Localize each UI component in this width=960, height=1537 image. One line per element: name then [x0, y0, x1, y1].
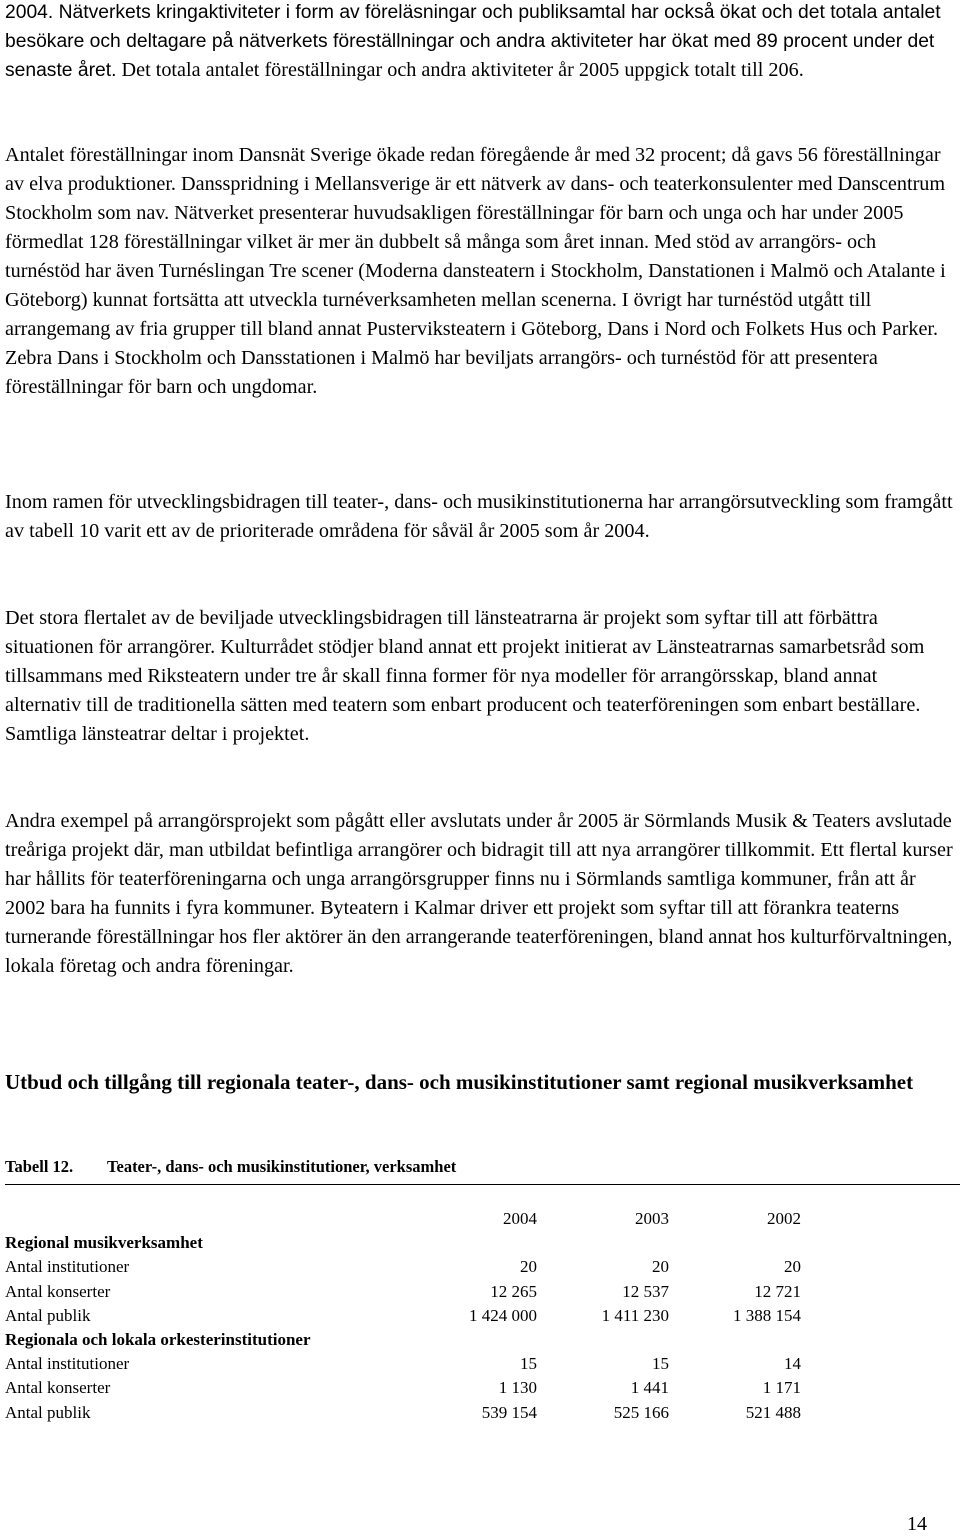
table-row: [5, 1352, 801, 1376]
year-header: 2002: [767, 1209, 801, 1228]
paragraph-5: [5, 807, 953, 981]
table-section-row: [5, 1231, 801, 1255]
row-label: Antal konserter: [5, 1378, 111, 1398]
row-label: Antal publik: [5, 1402, 91, 1422]
page-number: 14: [907, 1513, 927, 1535]
paragraph-2-part-b: Dansspridning i Mellansverige är ett nätverk av dans- och teaterkonsulenter med Danscentrum Stockholm som nav.: [5, 173, 946, 224]
paragraph-2-part-c: Nätverket presenterar huvudsakligen föreställningar för barn och unga och har under 2005 förmedlat 128 föreställningar vilket är mer än dubbelt så många som året innan.: [5, 202, 904, 253]
cell-value: 15: [652, 1354, 669, 1374]
table-section-row: [5, 1328, 801, 1352]
cell-value: 14: [784, 1354, 801, 1374]
paragraph-2-part-e: I övrigt har turnéstöd utgått till arrangemang av fria grupper till bland annat Pusterviksteatern i Göteborg, Dans i Nord och Folkets Hus och Parker.: [5, 289, 939, 340]
paragraph-5-part-a: Andra exempel på arrangörsprojekt som pågått eller avslutats under år 2005 är Sörmlands Musik & Teaters avslutade treåriga projekt där, man utbildat befintliga arrangörer och bidragit till att nya arrangörer tillkommit.: [5, 810, 952, 861]
cell-value: 1 171: [762, 1378, 801, 1398]
cell-value: 539 154: [481, 1402, 537, 1422]
row-label: Antal konserter: [5, 1281, 111, 1301]
table-caption: [5, 1156, 953, 1178]
table-header-row: [5, 1207, 801, 1231]
paragraph-2-part-f: Zebra Dans i Stockholm och Dansstationen i Malmö har beviljats arrangörs- och turnéstöd för att presentera föreställningar för barn och ungdomar.: [5, 347, 878, 398]
paragraph-4-part-c: Samtliga länsteatrar deltar i projektet.: [5, 723, 310, 745]
paragraph-2-part-d: Med stöd av arrangörs- och turnéstöd har även Turnéslingan Tre scener (Moderna dansteatern i Stockholm, Danstationen i Malmö och Atalante i Göteborg) kunnat fortsätta att utveckla turnéverksamheten mellan scenerna.: [5, 231, 946, 311]
row-label: Antal publik: [5, 1305, 91, 1325]
cell-value: 1 388 154: [733, 1305, 801, 1325]
cell-value: 12 265: [490, 1281, 537, 1301]
cell-value: 20: [652, 1257, 669, 1277]
cell-value: 12 537: [622, 1281, 669, 1301]
paragraph-4-part-a: Det stora flertalet av de beviljade utvecklingsbidragen till länsteatrarna är projekt som syftar till att förbättra situationen för arrangörer.: [5, 607, 878, 658]
table-caption-label: Tabell 12.: [5, 1157, 74, 1176]
year-header: 2003: [635, 1209, 669, 1228]
paragraph-4-part-b: Kulturrådet stödjer bland annat ett projekt initierat av Länsteatrarnas samarbetsråd som tillsammans med Riksteatern under tre år skall finna former för nya modeller för arrangörsskap, bland annat alternativ till de traditionella sätten med teatern som enbart producent och teaterföreningen som enbart beställare.: [5, 636, 925, 716]
cell-value: 1 130: [498, 1378, 537, 1398]
paragraph-1-serif: Det totala antalet föreställningar och andra aktiviteter år 2005 uppgick totalt till 206.: [116, 59, 804, 81]
cell-value: 1 441: [630, 1378, 669, 1398]
paragraph-3: Inom ramen för utvecklingsbidragen till teater-, dans- och musikinstitutionerna har arrangörsutveckling som framgått av tabell 10 varit ett av de prioriterade områdena för såväl år 2005 som år 2004.: [5, 491, 953, 542]
cell-value: 15: [520, 1354, 537, 1374]
row-label: Antal institutioner: [5, 1257, 130, 1277]
cell-value: 521 488: [745, 1402, 801, 1422]
year-header: 2004: [503, 1209, 537, 1228]
table-row: [5, 1255, 801, 1279]
table-row: [5, 1280, 801, 1304]
paragraph-1: [5, 0, 953, 85]
table-row: [5, 1376, 801, 1400]
row-label: Antal institutioner: [5, 1354, 130, 1374]
section-title: Regional musikverksamhet: [5, 1233, 203, 1253]
table-row: [5, 1401, 801, 1425]
paragraph-2-part-a: Antalet föreställningar inom Dansnät Sverige ökade redan föregående år med 32 procent; då gavs 56 föreställningar av elva produktioner.: [5, 144, 941, 195]
paragraph-5-part-b: Ett flertal kurser har hållits för teaterföreningarna och unga arrangörsgrupper finns nu i Sörmlands samtliga kommuner, från att år 2002 bara ha funnits i fyra kommuner.: [5, 839, 953, 919]
table-caption-title: Teater-, dans- och musikinstitutioner, verksamhet: [107, 1157, 457, 1176]
table-top-rule: [5, 1184, 960, 1185]
paragraph-4: [5, 604, 953, 749]
cell-value: 20: [520, 1257, 537, 1277]
data-table: [5, 1207, 801, 1425]
paragraph-1-sans: 2004. Nätverkets kringaktiviteter i form av föreläsningar och publiksamtal har också ökat och det totala antalet besökare och deltagare på nätverkets föreställningar och andra aktiviteter har ökat med 89 procent under det senaste året.: [5, 2, 941, 81]
cell-value: 1 424 000: [469, 1305, 537, 1325]
paragraph-2: [5, 141, 953, 402]
table-row: [5, 1304, 801, 1328]
section-title: Regionala och lokala orkesterinstitutioner: [5, 1330, 311, 1350]
cell-value: 525 166: [613, 1402, 669, 1422]
section-heading: Utbud och tillgång till regionala teater-, dans- och musikinstitutioner samt regional musikverksamhet: [5, 1070, 914, 1094]
paragraph-5-part-c: Byteatern i Kalmar driver ett projekt som syftar till att förankra teaterns turnerande föreställningar hos fler aktörer än den arrangerande teaterföreningen, bland annat hos kulturförvaltningen, lokala företag och andra föreningar.: [5, 897, 953, 977]
cell-value: 20: [784, 1257, 801, 1277]
cell-value: 1 411 230: [601, 1305, 669, 1325]
cell-value: 12 721: [754, 1281, 801, 1301]
